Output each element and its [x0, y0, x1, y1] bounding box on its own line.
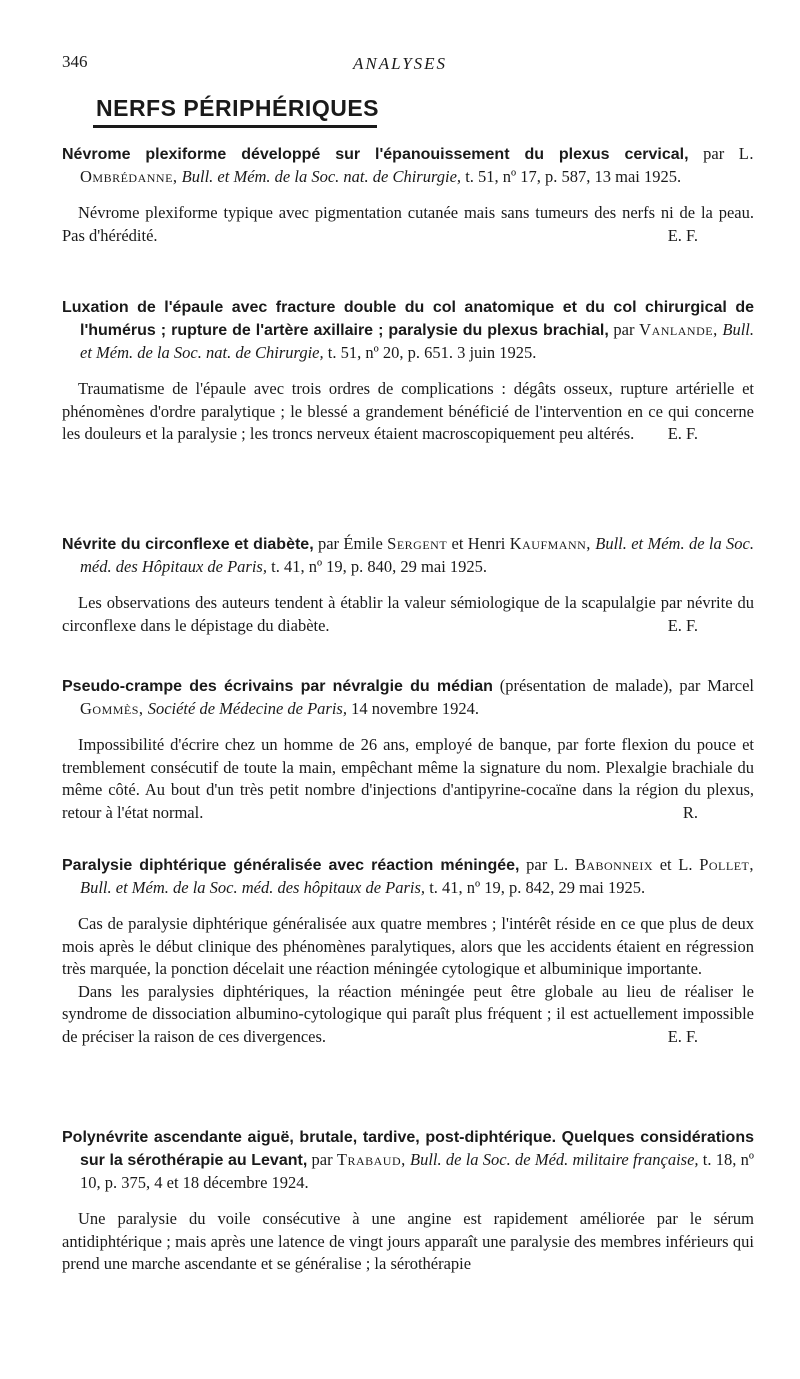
entry-author: Babonneix	[574, 855, 654, 874]
entry-author-2: Pollet,	[699, 855, 754, 874]
abstract-entry	[62, 854, 754, 1048]
entry-summary	[62, 734, 754, 824]
entry-signature: R.	[682, 802, 698, 822]
abstract-entry	[62, 533, 754, 637]
entry-author-2: Kaufmann,	[509, 534, 591, 553]
entry-title: Névrome plexiforme développé sur l'épanouissement du plexus cervical,	[62, 146, 689, 163]
entry-reference: t. 51, nº 17, p. 587, 13 mai 1925.	[461, 167, 682, 186]
summary-text: Traumatisme de l'épaule avec trois ordres de complications : dégâts osseux, rupture artérielle et phénomènes d'ordre paralytique ; le blessé a grandement bénéficié de l'intervention en ce qui concerne les douleurs et la paralysie ; les troncs nerveux étaient macroscopiquement peu altérés.	[62, 379, 754, 443]
entry-heading	[62, 1126, 754, 1194]
entry-journal: Bull. de la Soc. de Méd. militaire française,	[405, 1150, 699, 1169]
entry-reference: t. 51, nº 20, p. 651. 3 juin 1925.	[323, 343, 537, 362]
entry-heading	[62, 143, 754, 188]
entry-summary	[62, 1208, 754, 1276]
summary-text: Impossibilité d'écrire chez un homme de 26 ans, employé de banque, par forte flexion du pouce et tremblement consécutif de toute la main, empêchant même la signature du nom. Plexalgie brachiale du même côté. Au bout d'un très petit nombre d'injections d'antipyrine-cocaïne dans la région du plexus, retour à l'état normal.	[62, 735, 754, 822]
entry-reference: t. 41, nº 19, p. 842, 29 mai 1925.	[425, 878, 646, 897]
summary-text: Dans les paralysies diphtériques, la réaction méningée peut être globale au lieu de réaliser le syndrome de dissociation albumino-cytologique qui paraît plus fréquent ; il est actuellement impossible de préciser la raison de ces divergences.	[62, 981, 754, 1046]
entry-signature: E. F.	[667, 225, 698, 245]
entry-journal: Bull. et Mém. de la Soc. méd. des hôpitaux de Paris,	[80, 878, 426, 897]
entry-summary	[62, 202, 754, 247]
abstract-entry	[62, 1126, 754, 1276]
entry-title: Paralysie diphtérique généralisée avec réaction méningée,	[62, 857, 520, 874]
abstract-entry	[62, 143, 754, 247]
entry-author: Vanlande,	[639, 320, 718, 339]
entry-by: par Émile	[313, 534, 388, 553]
summary-text: Les observations des auteurs tendent à établir la valeur sémiologique de la scapulalgie par névrite du circonflexe dans le dépistage du diabète.	[62, 593, 754, 635]
entry-journal: Bull. et Mém. de la Soc. méd. des Hôpitaux de Paris,	[80, 534, 754, 576]
summary-paragraph: Une paralysie du voile consécutive à une angine est rapidement améliorée par le sérum antidiphtérique ; mais après une latence de vingt jours apparaît une paralysie des membres inférieurs qui prend une marche ascendante et se généralise ; la sérothérapie	[62, 1209, 754, 1273]
entry-author: L. Ombrédanne,	[80, 144, 754, 186]
entry-signature: E. F.	[667, 424, 698, 443]
entry-heading	[62, 296, 754, 364]
entry-journal: Bull. et Mém. de la Soc. nat. de Chirurgie,	[177, 167, 462, 186]
running-title: ANALYSES	[352, 54, 448, 73]
entry-heading	[62, 675, 754, 720]
entry-signature: E. F.	[667, 615, 698, 635]
section-title: NERFS PÉRIPHÉRIQUES	[96, 95, 379, 121]
entry-by-2: et L.	[653, 855, 700, 874]
entry-reference: t. 18, nº 10, p. 375, 4 et 18 décembre 1924.	[80, 1150, 755, 1192]
entry-heading	[62, 533, 754, 578]
entry-title: Névrite du circonflexe et diabète,	[62, 536, 314, 553]
entry-summary	[62, 378, 754, 446]
entry-author: Gommès,	[80, 699, 144, 718]
entry-summary	[62, 592, 754, 637]
entry-heading	[62, 854, 754, 899]
entry-title: Luxation de l'épaule avec fracture double du col anatomique et du col chirurgical de l'humérus ; rupture de l'artère axillaire ; paralysie du plexus brachial,	[62, 299, 754, 339]
section-title-underline	[93, 125, 377, 128]
entry-title: Pseudo-crampe des écrivains par névralgie du médian	[62, 678, 493, 695]
entry-by: par	[688, 144, 739, 163]
entry-reference: t. 41, nº 19, p. 840, 29 mai 1925.	[266, 557, 488, 576]
entry-journal: Société de Médecine de Paris,	[143, 699, 347, 718]
entry-reference: 14 novembre 1924.	[346, 699, 479, 718]
summary-paragraph: Cas de paralysie diphtérique généralisée aux quatre membres ; l'intérêt réside en ce que plus de deux mois après le début clinique des phénomènes paralytiques, alors que les accidents étaient en régression très marquée, la ponction décelait une réaction méningée cytologique et albuminique importante.	[62, 914, 754, 978]
page-number: 346	[62, 52, 88, 71]
entry-by: par L.	[519, 855, 575, 874]
entry-title: Polynévrite ascendante aiguë, brutale, tardive, post-diphtérique. Quelques considérations sur la sérothérapie au Levant,	[62, 1129, 754, 1169]
entry-by-2: et Henri	[447, 534, 510, 553]
abstract-entry	[62, 675, 754, 824]
summary-text: Névrome plexiforme typique avec pigmentation cutanée mais sans tumeurs des nerfs ni de la peau. Pas d'hérédité.	[62, 203, 754, 245]
abstract-entry	[62, 296, 754, 446]
entry-by: (présentation de malade), par Marcel	[492, 676, 754, 695]
entry-summary	[62, 913, 754, 1048]
entry-author: Sergent	[387, 534, 448, 553]
entry-journal: Bull. et Mém. de la Soc. nat. de Chirurgie,	[80, 320, 754, 362]
entry-author: Trabaud,	[336, 1150, 406, 1169]
entry-signature: E. F.	[667, 1026, 698, 1046]
entry-by: par	[608, 320, 640, 339]
entry-by: par	[307, 1150, 337, 1169]
